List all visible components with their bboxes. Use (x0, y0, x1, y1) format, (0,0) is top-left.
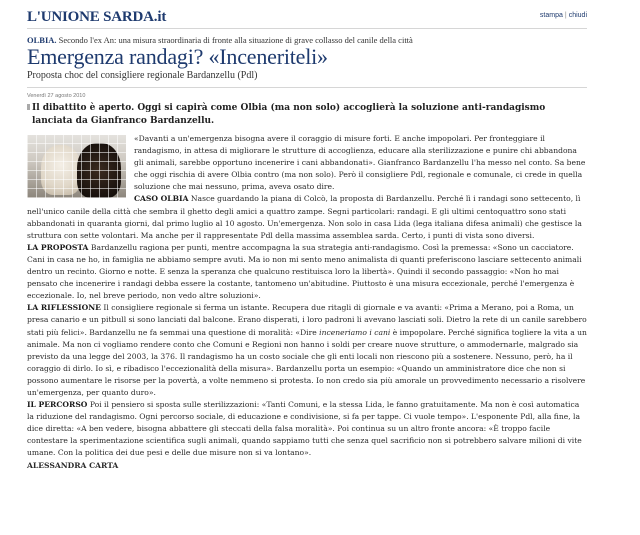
dogs-photo[interactable] (27, 135, 126, 198)
paragraph-heading: CASO OLBIA (134, 194, 189, 204)
paragraph-heading: LA PROPOSTA (27, 242, 89, 252)
paragraph-text: Nasce guardando la piana di Colcò, la proposta di Bardanzellu. Perché lì i randagi sono settecento, lì nell'unico canile della città che sembra il ghetto degli amici a quattro zampe. Segni particolari: randagi. E gli ultimi centoquattro sono stati abbandonati in quaranta giorni, dal primo luglio al 10 agosto. Un'emergenza. Non solo in casa Lida (lega italiana difesa animali) che gestisce la struttura con sette volontari. Ma anche per il rappresentate Pdl della massima assemblea sarda. Certo, i punti di vista sono diversi. (27, 194, 582, 240)
article-lead (27, 102, 587, 128)
paragraph-text: «Davanti a un'emergenza bisogna avere il coraggio di misure forti. E anche impopolari. Per fronteggiare il randagismo, in attesa di migliorare le strutture di accoglienza, educare alla sterilizzazione e punire chi abbandona gli animali, sarebbe opportuno incenerire i cani abbandonati». Gianfranco Bardanzellu l'ha messo nel conto. Sa bene che oggi rischia di avere Olbia contro (ma non solo). Però il consigliere Pdl, regionale e comunale, ci crede in quella soluzione che mai nessuno, prima, aveva osato dire. (134, 134, 586, 192)
paragraph-text: Poi il pensiero si sposta sulle sterilizzazioni: «Tanti Comuni, e la stessa Lida, le fanno gratuitamente. Ma non è così automatica la riduzione del randagismo. Ogni percorso sociale, di educazione e condivisione, si fa per tappe. Ci vuole tempo». L'esponente Pdl, alla fine, la dice diretta: «A ben vedere, bisogna abbattere gli steccati della falsa moralità». Poi continua su un altro fronte ancora: «È troppo facile contestare la sperimentazione scientifica sugli animali, quando sappiamo tutti che senza quel sacrificio non si potrebbero salvare milioni di vite umane. Con la politica dei due pesi e delle due misure non si va lontano». (27, 400, 582, 458)
lead-text: Il dibattito è aperto. Oggi si capirà come Olbia (ma non solo) accoglierà la soluzione anti-randagismo lanciata da Gianfranco Bardanzellu. (32, 103, 546, 126)
kicker-text: Secondo l'ex An: una misura straordinaria di fronte alla situazione di grave collasso del canile della città (56, 35, 413, 45)
paragraph-italic: inceneriamo i cani (319, 327, 391, 337)
paragraph-text: è impopolare. Perché significa togliere la vita a un animale. Ma non ci vogliamo rendere conto che Comuni e Regioni non hanno i soldi per creare nuove strutture, o ammodernarle, malgrado sia previsto da una legge del 2003, la 376. Il randagismo ha un costo sociale che gli enti locali non riescono più a sostenere. Nessuno, però, ha il coraggio di dirlo. Io sì, e ribadisco l'eccezionalità della misura». Bardanzellu porta un esempio: «Quando un amministratore dice che non si possono aumentare le risorse per la povertà, a volte nemmeno si protesta. Io non credo sia più amorale un provvedimento necessario a risolvere un'emergenza, per quanto duro». (27, 327, 587, 397)
lead-bullet-icon (27, 104, 30, 110)
paragraph-text: Bardanzellu ragiona per punti, mentre accompagna la sua strategia anti-randagismo. Così la premessa: «Sono un cacciatore. Cani in casa ne ho, in famiglia ne abbiamo sempre avuti. Ma io non mi sento meno animalista di quanti preferiscono lasciare settecento animali dentro un recinto. Giorno e notte. E senza la speranza che qualcuno restituisca loro la libertà». Quindi il secondo passaggio: «Non ho mai pensato che incenerire i randagi debba essere la costante, tantomeno un'abitudine. Piuttosto è una misura eccezionale, perché l'emergenza è eccezionale. Io, nel breve periodo, non vedo altre soluzioni». (27, 242, 582, 301)
close-link[interactable]: chiudi (568, 12, 587, 19)
paragraph-caso-olbia (27, 193, 587, 241)
top-links (540, 12, 587, 19)
top-bar (27, 0, 587, 29)
site-logo[interactable]: L'UNIONE SARDA.it (27, 9, 167, 25)
article-subtitle: Proposta choc del consigliere regionale Bardanzellu (Pdl) (27, 70, 587, 88)
fence-grid (27, 135, 126, 198)
link-separator: | (564, 12, 567, 19)
paragraph-la-riflessione (27, 302, 587, 399)
paragraph-heading: LA RIFLESSIONE (27, 303, 101, 313)
kicker-place: OLBIA. (27, 35, 57, 45)
page (27, 0, 587, 472)
paragraph-la-proposta (27, 242, 587, 302)
paragraph-heading: IL PERCORSO (27, 400, 88, 410)
paragraph-text: Il consigliere regionale si ferma un istante. Recupera due ritagli di giornale e va avanti: «Prima a Merano, poi a Roma, un presa canario e un pitbull si sono lanciati dal balcone. Erano disperati, i loro padroni li avevano lasciati soli. Dietro la rete di un canile sarebbero stati più felici». Bardanzellu ne fa semmai una questione di moralità: «Dire (27, 303, 587, 337)
paragraph-il-percorso (27, 399, 587, 459)
article-author: ALESSANDRA CARTA (27, 460, 119, 470)
article-body (27, 133, 587, 472)
print-link[interactable]: stampa (539, 12, 563, 19)
article-title: Emergenza randagi? «Inceneriteli» (27, 44, 328, 69)
article-date: Venerdì 27 agosto 2010 (27, 93, 86, 99)
